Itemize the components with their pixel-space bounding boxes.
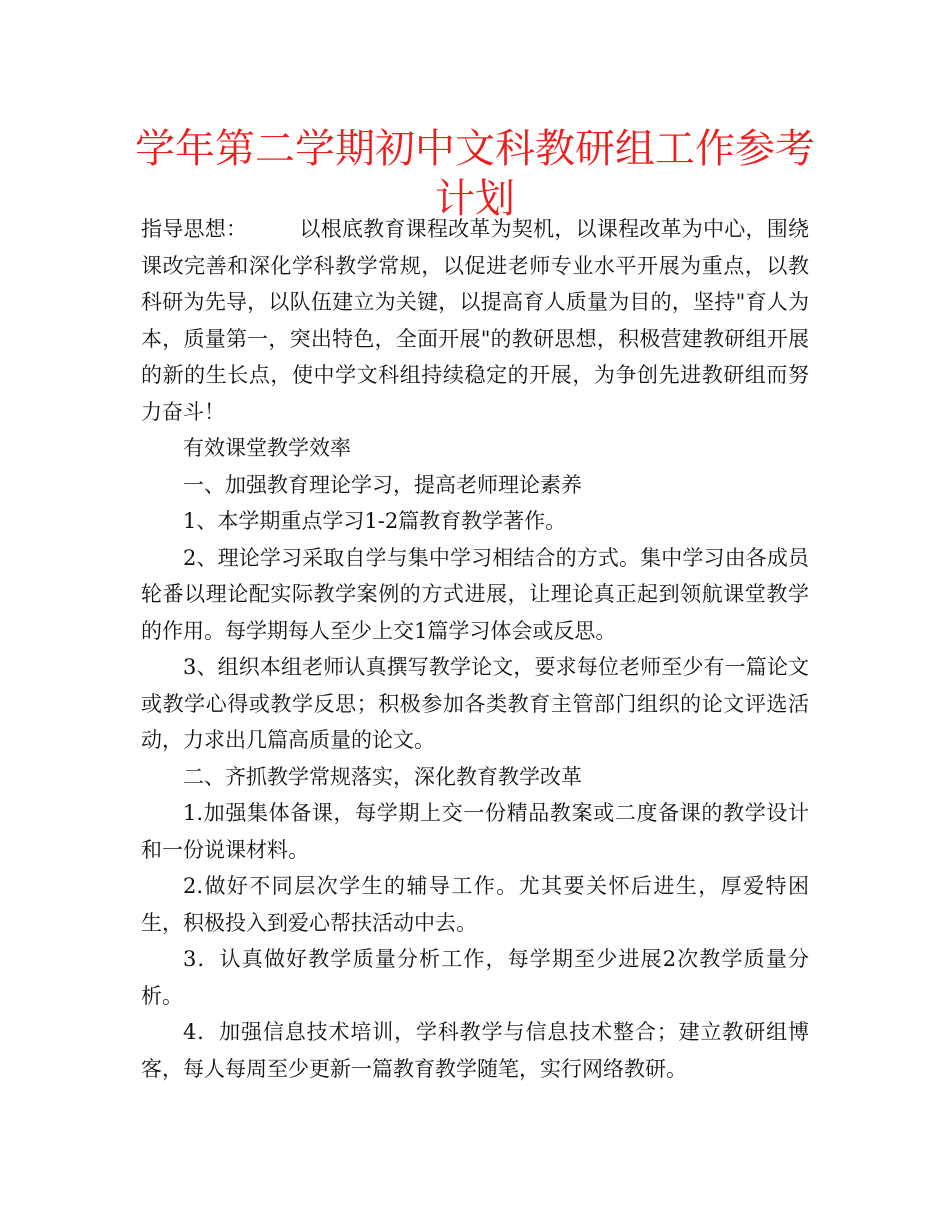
- paragraph: 2、理论学习采取自学与集中学习相结合的方式。集中学习由各成员轮番以理论配实际教学案例的方式进展，让理论真正起到领航课堂教学的作用。每学期每人至少上交1篇学习体会或反思。: [141, 545, 809, 643]
- section-heading: 一、加强教育理论学习，提高老师理论素养: [183, 472, 582, 497]
- document-body: [141, 211, 809, 1087]
- paragraph: 4．加强信息技术培训，学科教学与信息技术整合；建立教研组博客，每人每周至少更新一篇教育教学随笔，实行网络教研。: [141, 1020, 809, 1081]
- document-title: 学年第二学期初中文科教研组工作参考计划: [135, 126, 815, 222]
- guiding-text: 以根底教育课程改革为契机，以课程改革为中心，围绕课改完善和深化学科教学常规，以促进老师专业水平开展为重点，以教科研为先导，以队伍建立为关键，以提高育人质量为目的，坚持"育人为本，质量第一，突出特色，全面开展"的教研思想，积极营建教研组开展的新的生长点，使中学文科组持续稳定的开展，为争创先进教研组而努力奋斗！: [141, 217, 810, 424]
- paragraph: 2.做好不同层次学生的辅导工作。尤其要关怀后进生，厚爱特困生，积极投入到爱心帮扶活动中去。: [141, 874, 809, 935]
- paragraph: 有效课堂教学效率: [183, 436, 351, 460]
- section-heading: 二、齐抓教学常规落实，深化教育教学改革: [183, 764, 582, 789]
- paragraph: 3．认真做好教学质量分析工作，每学期至少进展2次教学质量分析。: [141, 947, 809, 1008]
- paragraph: 3、组织本组老师认真撰写教学论文，要求每位老师至少有一篇论文或教学心得或教学反思；积极参加各类教育主管部门组织的论文评选活动，力求出几篇高质量的论文。: [141, 655, 809, 752]
- guiding-paragraph: [141, 211, 809, 430]
- paragraph: 1、本学期重点学习1-2篇教育教学著作。: [183, 509, 567, 533]
- paragraph: 1.加强集体备课，每学期上交一份精品教案或二度备课的教学设计和一份说课材料。: [141, 801, 809, 862]
- guiding-label: 指导思想：: [141, 217, 248, 241]
